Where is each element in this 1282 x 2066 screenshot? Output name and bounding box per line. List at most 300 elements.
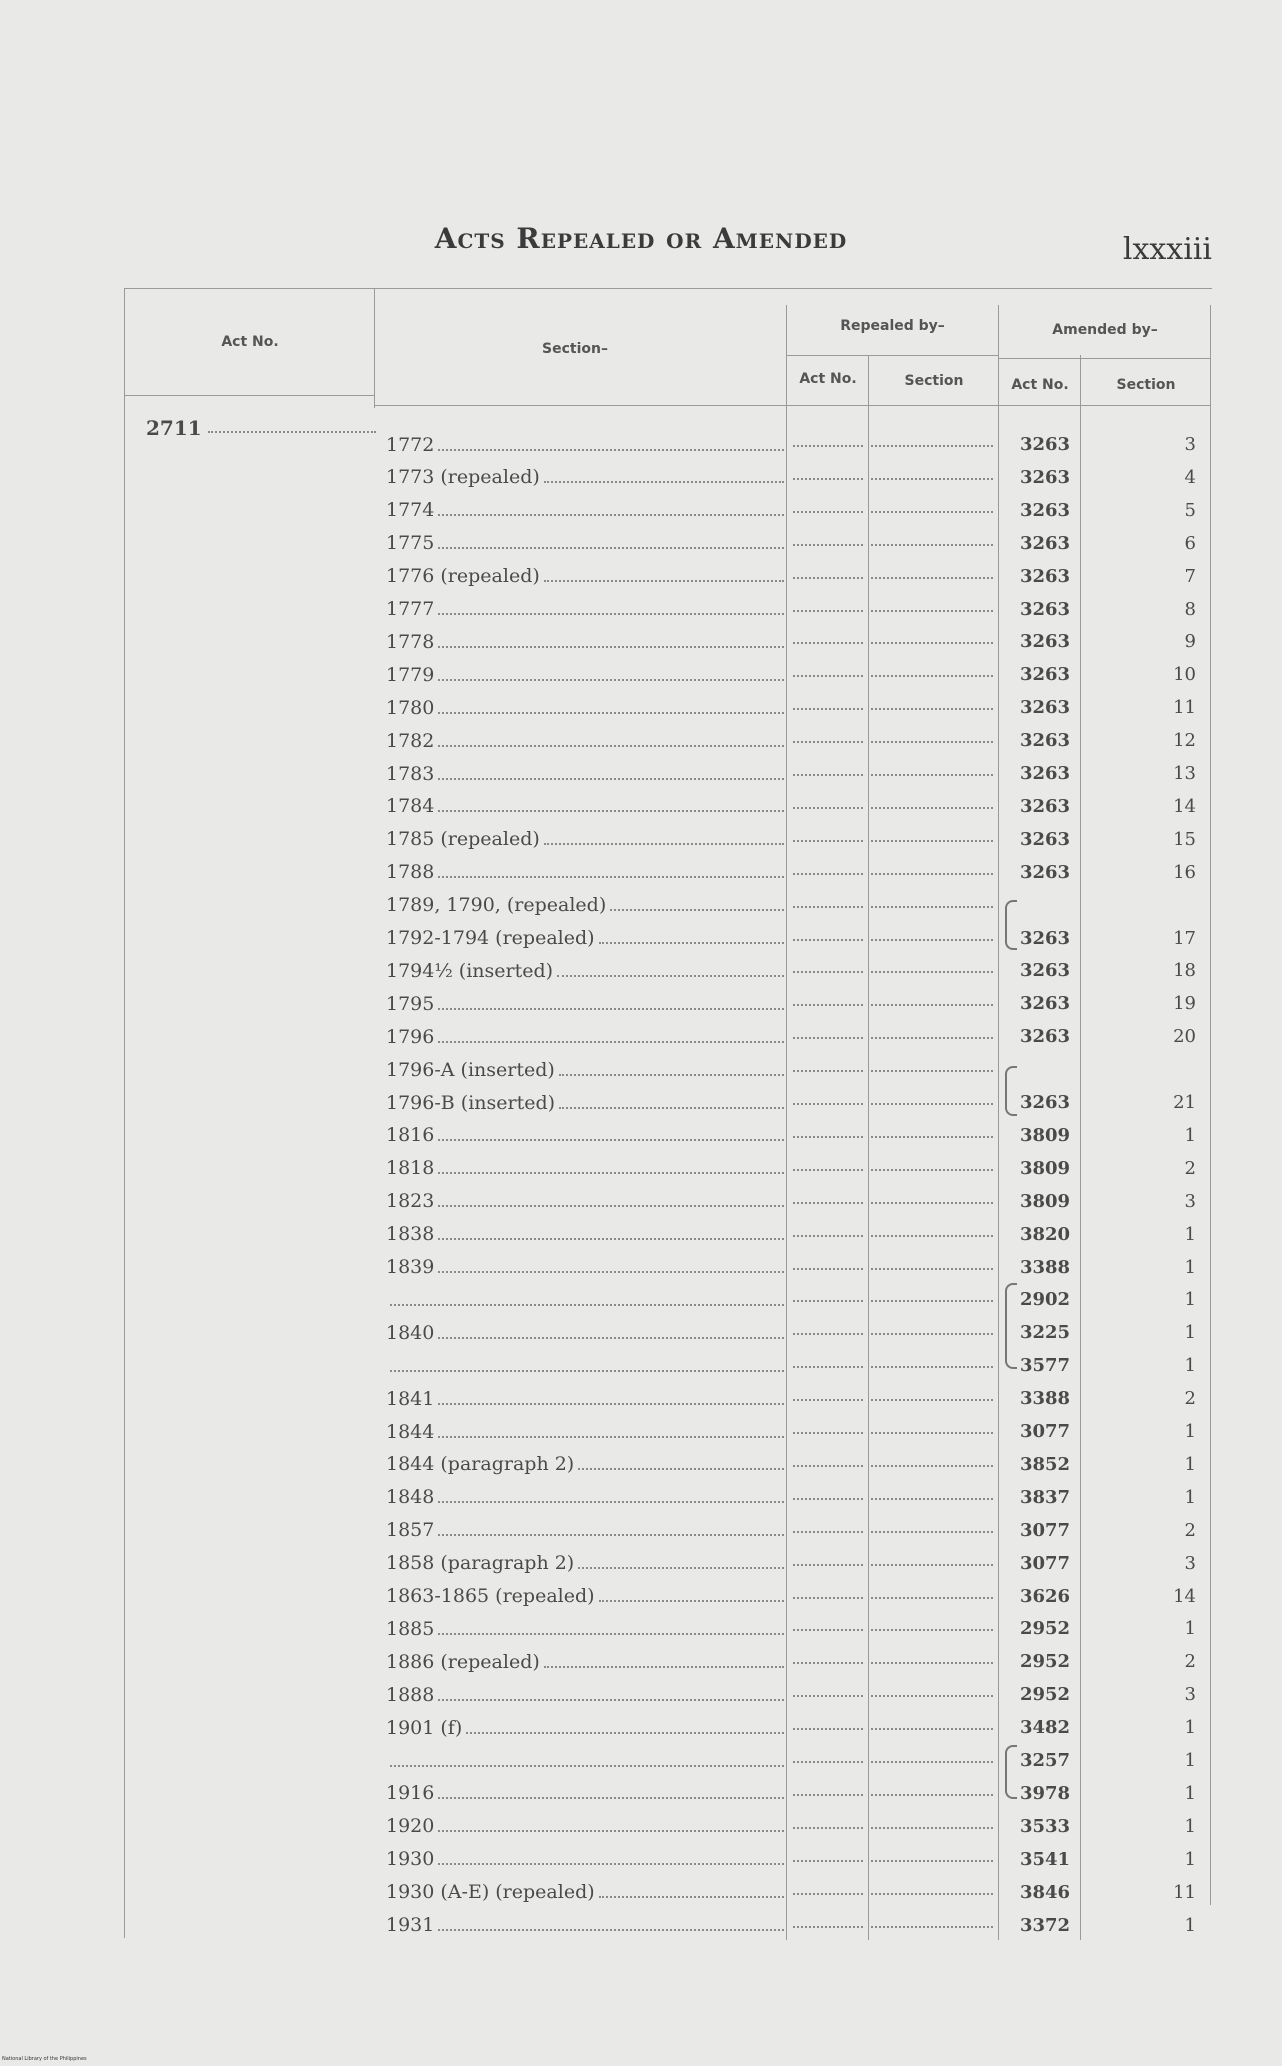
repealed-section-cell (871, 757, 993, 790)
section-cell (386, 1448, 784, 1481)
section-text: 1796 (386, 1025, 435, 1048)
leader-dots (599, 1600, 784, 1602)
amended-act-cell: 3077 (1019, 1421, 1071, 1442)
amended-act-cell: 3809 (1019, 1190, 1071, 1212)
table-row (0, 1876, 1282, 1909)
section-text: 1885 (386, 1617, 435, 1640)
leader-dots (438, 778, 784, 780)
repealed-section-cell (871, 1185, 993, 1218)
amended-act-cell: 3077 (1019, 1552, 1071, 1574)
amended-act-cell: 3978 (1019, 1782, 1071, 1804)
amended-section-cell: 1 (1184, 1421, 1196, 1442)
section-text: 1777 (386, 598, 435, 620)
repealed-act-cell (793, 658, 863, 691)
amended-section-cell: 8 (1184, 598, 1196, 620)
repealed-act-cell (793, 823, 863, 856)
repealed-act-cell (793, 1711, 863, 1744)
repealed-act-cell (793, 922, 863, 955)
leader-dots (438, 745, 784, 747)
amended-section-cell: 1 (1184, 1914, 1196, 1936)
table-row (0, 1481, 1282, 1514)
repealed-act-cell (793, 757, 863, 790)
amended-section-cell: 1 (1184, 1815, 1196, 1837)
section-cell (386, 1283, 784, 1316)
section-cell (386, 1514, 784, 1547)
amended-act-cell: 3837 (1019, 1486, 1071, 1508)
amended-act-cell: 3372 (1019, 1914, 1071, 1936)
table-row (0, 790, 1282, 823)
leader-dots (466, 1732, 784, 1734)
table-row (0, 527, 1282, 560)
table-row (0, 1283, 1282, 1316)
amended-section-cell: 21 (1173, 1092, 1196, 1113)
repealed-section-cell (871, 461, 993, 494)
repealed-section-cell (871, 1316, 993, 1349)
repealed-act-cell (793, 593, 863, 626)
section-text: 1796-B (inserted) (386, 1091, 556, 1114)
table-row (0, 461, 1282, 494)
brace (1005, 900, 1017, 950)
table-row (0, 922, 1282, 955)
amended-act-cell: 3263 (1019, 466, 1071, 488)
leader-dots (438, 1929, 784, 1931)
section-cell (386, 527, 784, 560)
amended-section-cell: 16 (1173, 861, 1196, 883)
leader-dots (438, 679, 784, 681)
section-cell (386, 724, 784, 757)
amended-act-cell: 2952 (1019, 1618, 1071, 1640)
section-text: 1789, 1790, (repealed) (386, 894, 607, 917)
section-text: 1930 (386, 1848, 435, 1871)
section-text: 1816 (386, 1124, 435, 1147)
subheader-repealed-section: Section (904, 373, 964, 389)
repealed-section-cell (871, 1020, 993, 1053)
table-row (0, 494, 1282, 527)
leader-dots (438, 1271, 784, 1273)
leader-dots (438, 1436, 784, 1438)
section-text: 1844 (386, 1420, 435, 1443)
section-cell (386, 1580, 784, 1613)
section-cell (386, 1744, 784, 1777)
section-cell (386, 1711, 784, 1744)
repealed-section-cell (871, 1612, 993, 1645)
brace (1005, 1066, 1017, 1116)
repealed-section-cell (871, 527, 993, 560)
table-row (0, 1448, 1282, 1481)
section-text: 1796-A (inserted) (386, 1058, 555, 1081)
section-cell (386, 757, 784, 790)
repealed-section-cell (871, 1448, 993, 1481)
amended-act-cell: 3263 (1019, 499, 1071, 521)
leader-dots (438, 449, 784, 451)
repealed-act-cell (793, 1283, 863, 1316)
amended-act-cell: 3077 (1019, 1519, 1071, 1541)
section-cell (386, 1777, 784, 1810)
amended-section-cell: 15 (1173, 828, 1196, 850)
section-cell (386, 1119, 784, 1152)
leader-dots (438, 547, 784, 549)
table-row (0, 1547, 1282, 1580)
amended-act-cell: 3852 (1019, 1453, 1071, 1475)
amended-section-cell: 17 (1173, 927, 1196, 949)
leader-dots (557, 975, 784, 977)
amended-act-cell (1010, 889, 1080, 922)
amended-act-cell: 3263 (1019, 927, 1071, 949)
repealed-section-cell (871, 856, 993, 889)
section-text: 1818 (386, 1157, 435, 1180)
section-text: 1857 (386, 1519, 435, 1542)
section-cell (386, 1086, 784, 1119)
leader-dots (544, 481, 784, 483)
repealed-act-cell (793, 1514, 863, 1547)
repealed-section-cell (871, 1645, 993, 1678)
repealed-act-cell (793, 889, 863, 922)
leader-dots (438, 1830, 784, 1832)
table-row (0, 1086, 1282, 1119)
amended-section-cell: 1 (1184, 1782, 1196, 1804)
table-row (0, 1251, 1282, 1284)
section-text: 1783 (386, 762, 435, 785)
section-text: 1778 (386, 630, 435, 653)
repealed-act-cell (793, 790, 863, 823)
section-cell (386, 691, 784, 724)
leader-dots (438, 810, 784, 812)
leader-dots (438, 1172, 784, 1174)
act-number: 2711 (146, 416, 376, 440)
repealed-act-cell (793, 560, 863, 593)
repealed-act-cell (793, 954, 863, 987)
repealed-section-cell (871, 1382, 993, 1415)
amended-act-cell: 3263 (1019, 828, 1071, 850)
leader-dots (438, 1501, 784, 1503)
amended-act-cell: 3263 (1019, 434, 1071, 455)
repealed-act-cell (793, 1481, 863, 1514)
section-cell (386, 1152, 784, 1185)
section-text: 1773 (repealed) (386, 466, 540, 489)
repealed-section-cell (871, 593, 993, 626)
section-text: 1888 (386, 1683, 435, 1706)
repealed-act-cell (793, 691, 863, 724)
section-cell (386, 1810, 784, 1843)
repealed-act-cell (793, 856, 863, 889)
table-row (0, 1909, 1282, 1942)
table-row (0, 428, 1282, 461)
amended-act-cell: 3809 (1019, 1157, 1071, 1179)
amended-section-cell: 1 (1184, 1848, 1196, 1870)
amended-section-cell: 3 (1184, 1552, 1196, 1574)
amended-section-cell: 2 (1184, 1651, 1196, 1673)
repealed-act-cell (793, 1678, 863, 1711)
section-text: 1823 (386, 1190, 435, 1213)
section-text: 1785 (repealed) (386, 828, 540, 851)
table-row (0, 1218, 1282, 1251)
repealed-section-cell (871, 1547, 993, 1580)
col-header-section: Section– (542, 341, 608, 357)
table-row (0, 1678, 1282, 1711)
repealed-section-cell (871, 1777, 993, 1810)
section-cell (386, 1876, 784, 1909)
repealed-section-cell (871, 724, 993, 757)
table-row (0, 1810, 1282, 1843)
subheader-amended-section: Section (1116, 377, 1176, 393)
repealed-act-cell (793, 1152, 863, 1185)
amended-section-cell: 12 (1173, 730, 1196, 752)
table-row (0, 757, 1282, 790)
repealed-act-cell (793, 1415, 863, 1448)
section-cell (386, 1481, 784, 1514)
repealed-section-cell (871, 987, 993, 1020)
table-row (0, 1777, 1282, 1810)
section-text: 1788 (386, 861, 435, 884)
section-text: 1838 (386, 1223, 435, 1246)
leader-dots (438, 1337, 784, 1339)
section-cell (386, 428, 784, 461)
amended-act-cell: 3388 (1019, 1388, 1071, 1410)
repealed-act-cell (793, 494, 863, 527)
amended-act-cell: 3626 (1019, 1585, 1071, 1607)
repealed-act-cell (793, 1053, 863, 1086)
table-row (0, 889, 1282, 922)
section-cell (386, 1909, 784, 1942)
section-cell (386, 1020, 784, 1053)
section-text: 1780 (386, 696, 435, 719)
section-text: 1794½ (inserted) (386, 959, 554, 982)
leader-dots (610, 909, 784, 911)
amended-section-cell: 4 (1184, 466, 1196, 488)
table-row (0, 954, 1282, 987)
section-text: 1858 (paragraph 2) (386, 1552, 575, 1575)
section-text: 1930 (A-E) (repealed) (386, 1881, 595, 1904)
brace (1005, 1283, 1017, 1369)
table-row (0, 1053, 1282, 1086)
section-text: 1839 (386, 1256, 435, 1278)
leader-dots (438, 876, 784, 878)
repealed-act-cell (793, 1218, 863, 1251)
table-row (0, 1514, 1282, 1547)
table-row (0, 1185, 1282, 1218)
table-row (0, 1119, 1282, 1152)
repealed-section-cell (871, 625, 993, 658)
leader-dots (390, 1304, 784, 1306)
leader-dots (438, 1534, 784, 1536)
amended-act-cell: 3263 (1019, 730, 1071, 752)
amended-section-cell: 1 (1184, 1124, 1196, 1146)
leader-dots (438, 613, 784, 615)
amended-act-cell: 3482 (1019, 1717, 1071, 1739)
amended-act-cell: 3820 (1019, 1223, 1071, 1245)
section-cell (386, 823, 784, 856)
repealed-act-cell (793, 1185, 863, 1218)
amended-section-cell: 11 (1173, 1881, 1196, 1903)
repealed-act-cell (793, 1580, 863, 1613)
repealed-act-cell (793, 1810, 863, 1843)
leader-dots (599, 942, 784, 944)
repealed-act-cell (793, 987, 863, 1020)
table-row (0, 1645, 1282, 1678)
section-text: 1863-1865 (repealed) (386, 1585, 595, 1607)
leader-dots (438, 1797, 784, 1799)
repealed-act-cell (793, 625, 863, 658)
amended-section-cell: 11 (1173, 697, 1196, 719)
amended-act-cell: 3263 (1019, 664, 1071, 686)
leader-dots (544, 580, 784, 582)
amended-section-cell: 20 (1173, 1026, 1196, 1048)
table-row (0, 987, 1282, 1020)
section-cell (386, 1645, 784, 1678)
section-cell (386, 1415, 784, 1448)
repealed-act-cell (793, 1448, 863, 1481)
amended-section-cell: 19 (1173, 993, 1196, 1015)
section-cell (386, 1251, 784, 1284)
table-row (0, 625, 1282, 658)
amended-section-cell: 6 (1184, 532, 1196, 554)
table-row (0, 1316, 1282, 1349)
leader-dots (438, 1699, 784, 1701)
leader-dots (438, 1041, 784, 1043)
section-cell (386, 461, 784, 494)
amended-section-cell: 2 (1184, 1388, 1196, 1410)
section-text: 1901 (f) (386, 1716, 463, 1739)
section-cell (386, 1678, 784, 1711)
leader-dots (578, 1468, 784, 1470)
footer-source: National Library of the Philippines (2, 2056, 87, 2062)
amended-section-cell: 1 (1184, 1289, 1196, 1311)
col-header-amended-by: Amended by– (1052, 322, 1158, 338)
repealed-section-cell (871, 1086, 993, 1119)
col-header-act-no: Act No. (221, 334, 279, 350)
leader-dots (559, 1107, 784, 1109)
leader-dots (438, 1205, 784, 1207)
repealed-section-cell (871, 1810, 993, 1843)
repealed-act-cell (793, 428, 863, 461)
leader-dots (438, 1403, 784, 1405)
section-text: 1840 (386, 1321, 435, 1344)
section-cell (386, 1185, 784, 1218)
repealed-act-cell (793, 1909, 863, 1942)
amended-act-cell: 3263 (1019, 697, 1071, 719)
table-row (0, 658, 1282, 691)
amended-section-cell: 18 (1173, 960, 1196, 982)
amended-act-cell: 3846 (1019, 1881, 1071, 1903)
amended-act-cell: 2902 (1019, 1289, 1071, 1311)
amended-section-cell: 14 (1173, 1585, 1196, 1607)
amended-act-cell: 3541 (1019, 1848, 1071, 1870)
amended-act-cell: 3225 (1019, 1322, 1071, 1344)
amended-act-cell: 2952 (1019, 1651, 1071, 1673)
amended-section-cell: 5 (1184, 499, 1196, 521)
repealed-section-cell (871, 1580, 993, 1613)
repealed-section-cell (871, 658, 993, 691)
repealed-act-cell (793, 1876, 863, 1909)
amended-section-cell: 1 (1184, 1717, 1196, 1739)
repealed-section-cell (871, 1678, 993, 1711)
section-cell (386, 790, 784, 823)
amended-act-cell: 3263 (1019, 960, 1071, 982)
amended-section-cell: 1 (1184, 1322, 1196, 1344)
section-text: 1784 (386, 795, 435, 818)
amended-section-cell: 9 (1184, 631, 1196, 653)
repealed-act-cell (793, 461, 863, 494)
repealed-section-cell (871, 1283, 993, 1316)
repealed-act-cell (793, 1744, 863, 1777)
amended-section-cell: 3 (1184, 1684, 1196, 1706)
section-cell (386, 1612, 784, 1645)
section-text: 1779 (386, 663, 435, 686)
repealed-section-cell (871, 428, 993, 461)
amended-act-cell: 3263 (1019, 1092, 1071, 1113)
repealed-act-cell (793, 724, 863, 757)
repealed-section-cell (871, 1152, 993, 1185)
repealed-section-cell (871, 1514, 993, 1547)
section-text: 1841 (386, 1387, 435, 1410)
section-text: 1931 (386, 1914, 435, 1936)
table-row (0, 1382, 1282, 1415)
section-text: 1775 (386, 532, 435, 555)
repealed-section-cell (871, 1711, 993, 1744)
section-cell (386, 987, 784, 1020)
section-cell (386, 889, 784, 922)
leader-dots (438, 1633, 784, 1635)
repealed-act-cell (793, 1020, 863, 1053)
repealed-section-cell (871, 1119, 993, 1152)
table-row (0, 724, 1282, 757)
amended-act-cell: 3388 (1019, 1256, 1071, 1278)
section-cell (386, 1053, 784, 1086)
amended-act-cell: 3263 (1019, 598, 1071, 620)
section-cell (386, 1349, 784, 1382)
section-text: 1792-1794 (repealed) (386, 927, 595, 949)
amended-act-cell: 3577 (1019, 1355, 1071, 1377)
repealed-section-cell (871, 1843, 993, 1876)
leader-dots (438, 646, 784, 648)
repealed-act-cell (793, 1316, 863, 1349)
section-text: 1782 (386, 729, 435, 752)
repealed-section-cell (871, 954, 993, 987)
col-header-repealed-by: Repealed by– (840, 318, 945, 334)
amended-section-cell: 10 (1173, 664, 1196, 686)
section-cell (386, 1843, 784, 1876)
repealed-act-cell (793, 1777, 863, 1810)
section-text: 1916 (386, 1782, 435, 1805)
table-row (0, 1843, 1282, 1876)
repealed-act-cell (793, 1349, 863, 1382)
table-row (0, 1349, 1282, 1382)
amended-act-cell: 3263 (1019, 993, 1071, 1015)
repealed-act-cell (793, 1251, 863, 1284)
amended-section-cell: 1 (1184, 1453, 1196, 1475)
repealed-section-cell (871, 1218, 993, 1251)
amended-act-cell: 2952 (1019, 1684, 1071, 1706)
repealed-section-cell (871, 889, 993, 922)
amended-act-cell: 3263 (1019, 1026, 1071, 1048)
leader-dots (599, 1896, 784, 1898)
amended-section-cell (1150, 889, 1196, 922)
repealed-act-cell (793, 1645, 863, 1678)
repealed-section-cell (871, 1415, 993, 1448)
table-row (0, 593, 1282, 626)
repealed-act-cell (793, 1843, 863, 1876)
section-text: 1844 (paragraph 2) (386, 1453, 575, 1476)
amended-section-cell: 2 (1184, 1157, 1196, 1179)
table-row (0, 1612, 1282, 1645)
table-row (0, 856, 1282, 889)
amended-section-cell: 3 (1184, 1190, 1196, 1212)
page-number: lxxxiii (1122, 232, 1212, 267)
section-text: 1886 (repealed) (386, 1650, 540, 1673)
repealed-act-cell (793, 1547, 863, 1580)
section-text: 1920 (386, 1815, 435, 1838)
table-row (0, 560, 1282, 593)
